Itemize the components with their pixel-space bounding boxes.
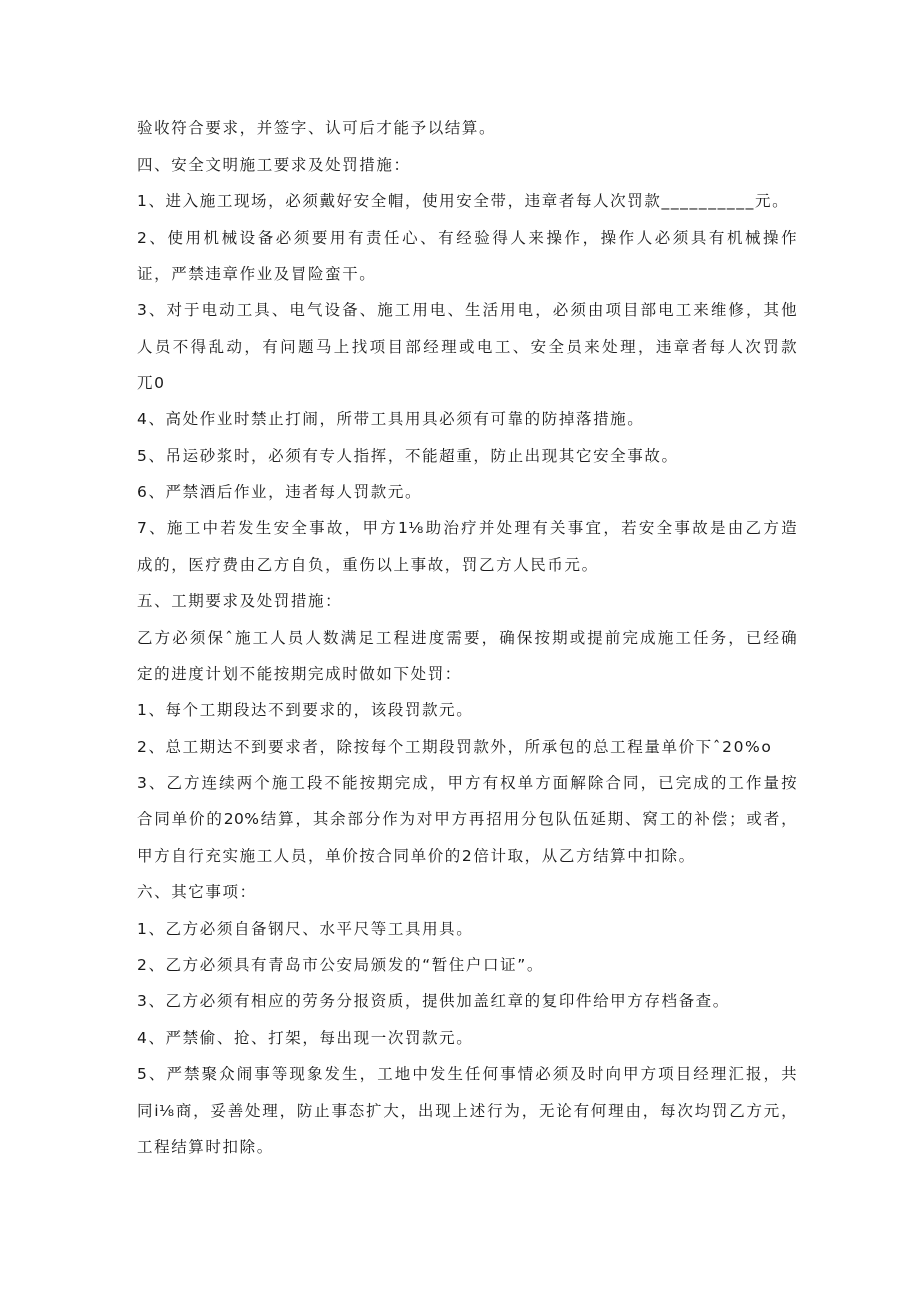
text-line: 2、总工期达不到要求者，除按每个工期段罚款外，所承包的总工程量单价下ˆ20%o: [137, 738, 773, 756]
text-line: 验收符合要求，并签字、认可后才能予以结算。: [137, 119, 497, 137]
text-line: 合同单价的20%结算，其余部分作为对甲方再招用分包队伍延期、窝工的补偿；或者，: [137, 810, 797, 828]
section-heading: 四、安全文明施工要求及处罚措施：: [137, 156, 411, 174]
text-line: 7、施工中若发生安全事故，甲方1⅛助治疗并处理有关事宜，若安全事故是由乙方造: [137, 519, 797, 537]
text-line: 甲方自行充实施工人员，单价按合同单价的2倍计取，从乙方结算中扣除。: [137, 847, 696, 865]
section-heading: 六、其它事项：: [137, 883, 257, 901]
text-line: 工程结算时扣除。: [137, 1138, 274, 1156]
text-line: 乙方必须保ˆ施工人员人数满足工程进度需要，确保按期或提前完成施工任务，已经确: [137, 629, 797, 647]
text-line: 2、乙方必须具有青岛市公安局颁发的“暂住户口证”。: [137, 956, 544, 974]
text-line: 兀0: [137, 374, 166, 392]
text-line: 证，严禁违章作业及冒险蛮干。: [137, 265, 377, 283]
text-line: 4、高处作业时禁止打闹，所带工具用具必须有可靠的防掉落措施。: [137, 410, 645, 428]
text-line: 3、乙方必须有相应的劳务分报资质，提供加盖红章的复印件给甲方存档备查。: [137, 992, 730, 1010]
text-line: 3、对于电动工具、电气设备、施工用电、生活用电，必须由项目部电工来维修，其他: [137, 301, 797, 319]
text-line: 4、严禁偷、抢、打架，每出现一次罚款元。: [137, 1029, 474, 1047]
text-line: 定的进度计划不能按期完成时做如下处罚：: [137, 665, 462, 683]
text-line: 5、严禁聚众闹事等现象发生，工地中发生任何事情必须及时向甲方项目经理汇报，共: [137, 1065, 797, 1083]
text-line: 成的，医疗费由乙方自负，重伤以上事故，罚乙方人民币元。: [137, 556, 599, 574]
text-line: 1、每个工期段达不到要求的，该段罚款元。: [137, 701, 474, 719]
text-line: 2、使用机械设备必须要用有责任心、有经验得人来操作，操作人必须具有机械操作: [137, 229, 797, 247]
text-line: 人员不得乱动，有问题马上找项目部经理或电工、安全员来处理，违章者每人次罚款: [137, 338, 797, 356]
text-line: 5、吊运砂浆时，必须有专人指挥，不能超重，防止出现其它安全事故。: [137, 447, 679, 465]
text-line: 6、严禁酒后作业，违者每人罚款元。: [137, 483, 423, 501]
text-line: 同i⅛商，妥善处理，防止事态扩大，出现上述行为，无论有何理由，每次均罚乙方元，: [137, 1102, 797, 1120]
text-line: 3、乙方连续两个施工段不能按期完成，甲方有权单方面解除合同，已完成的工作量按: [137, 774, 797, 792]
text-line: 1、乙方必须自备钢尺、水平尺等工具用具。: [137, 920, 474, 938]
section-heading: 五、工期要求及处罚措施：: [137, 592, 343, 610]
text-line: 1、进入施工现场，必须戴好安全帽，使用安全带，违章者每人次罚款__________元。: [137, 192, 790, 210]
